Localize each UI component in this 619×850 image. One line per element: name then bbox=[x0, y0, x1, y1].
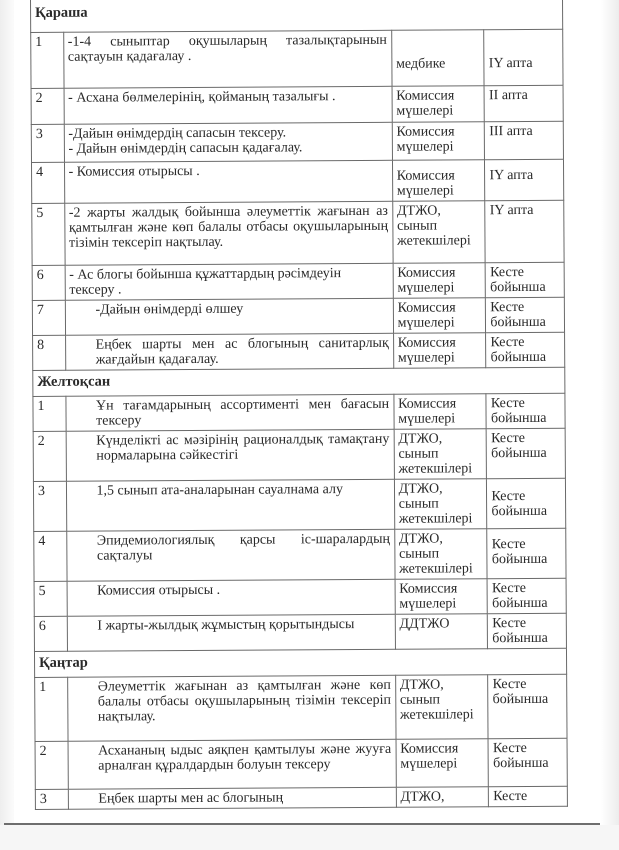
row-number: 6 bbox=[34, 616, 67, 651]
deadline-cell: Кесте бойынша bbox=[486, 393, 565, 428]
deadline-cell: II апта bbox=[484, 85, 563, 121]
row-number: 3 bbox=[33, 481, 66, 531]
table-row bbox=[35, 786, 567, 809]
scan-shadow-right bbox=[601, 0, 619, 825]
responsible-cell: ДТЖО, сынып жетекшілері bbox=[395, 675, 488, 740]
deadline-cell: Кесте бойынша bbox=[487, 578, 566, 613]
scan-background bbox=[0, 825, 619, 850]
responsible-cell: ДДТЖО bbox=[395, 614, 488, 650]
deadline-cell: Кесте бойынша bbox=[486, 332, 565, 367]
task-cell: Еңбек шарты мен ас блогының санитарлық жағдайын қадағалау. bbox=[65, 333, 393, 370]
deadline-cell: Кесте бойынша bbox=[485, 262, 564, 297]
scan-shadow-left bbox=[0, 0, 14, 825]
section-title: Қаңтар bbox=[34, 648, 566, 677]
table-row bbox=[34, 613, 566, 651]
table-row bbox=[34, 578, 566, 616]
task-cell: -Дайын өнімдерді өлшеу bbox=[65, 298, 393, 335]
plan-table bbox=[30, 0, 568, 810]
task-cell: Эпидемиологиялық қарсы іс-шаралардың сақталуы bbox=[66, 529, 394, 581]
task-cell: Комиссия отырысы . bbox=[67, 579, 395, 616]
table-row bbox=[35, 738, 567, 789]
deadline-cell: IY апта bbox=[484, 29, 563, 85]
task-line: - Дайын өнімдердің сапасын қадағалау. bbox=[68, 140, 303, 157]
row-number: 4 bbox=[31, 162, 64, 203]
row-number: 1 bbox=[33, 396, 66, 431]
section-title: Қараша bbox=[30, 0, 562, 32]
table-row bbox=[33, 332, 565, 370]
responsible-cell: Комиссия мүшелері bbox=[392, 160, 485, 202]
section-header-row bbox=[34, 648, 566, 677]
deadline-cell: III апта bbox=[485, 121, 564, 159]
row-number: 2 bbox=[31, 88, 64, 124]
row-number: 5 bbox=[32, 203, 65, 265]
row-number: 1 bbox=[35, 677, 68, 741]
responsible-cell: Комиссия мүшелері bbox=[396, 739, 489, 788]
table-row bbox=[34, 528, 566, 581]
deadline-cell: Кесте бойынша bbox=[487, 428, 566, 478]
row-number: 1 bbox=[31, 32, 64, 88]
row-number: 3 bbox=[31, 124, 64, 162]
task-cell: І жарты-жылдық жұмыстың қорытындысы bbox=[67, 614, 395, 651]
task-cell: Ұн тағамдарының ассортименті мен бағасын тексеру bbox=[65, 394, 393, 431]
section-title: Желтоқсан bbox=[33, 367, 565, 396]
deadline-cell: Кесте бойынша bbox=[487, 478, 566, 528]
responsible-cell: ДТЖО, сынып жетекшілері bbox=[394, 479, 487, 530]
task-cell: - Асхана бөлмелерінің, қойманың тазалығы . bbox=[64, 86, 392, 124]
table-row bbox=[35, 674, 567, 741]
document-page bbox=[30, 0, 568, 810]
task-cell: -1-4 сыныптар оқушыларың тазалықтарынын сақтауын қадағалау . bbox=[63, 30, 391, 88]
table-row bbox=[32, 297, 564, 335]
table-row bbox=[33, 478, 565, 531]
responsible-cell: Комиссия мүшелері bbox=[393, 333, 486, 369]
task-cell: Әлеуметтік жағынан аз қамтылған және көп балалы отбасы оқушыларының тізімін тексеріп нақтылау. bbox=[67, 675, 396, 741]
deadline-cell: Кесте бойынша bbox=[488, 738, 567, 786]
row-number: 3 bbox=[35, 789, 68, 809]
responsible-cell: Комиссия мүшелері bbox=[395, 579, 488, 615]
table-row bbox=[32, 200, 564, 265]
table-row bbox=[31, 121, 563, 162]
task-cell: - Ас блогы бойынша құжаттардың рәсімдеуін тексеру . bbox=[65, 263, 393, 300]
task-cell: Күнделікті ас мәзірінің рационалдық тамақтану нормаларына сәйкестігі bbox=[66, 429, 394, 481]
task-cell bbox=[64, 122, 392, 162]
task-cell: Асхананың ыдыс аяқпен қамтылуы және жууға арналған құралдардын болуын тексеру bbox=[68, 739, 396, 789]
responsible-cell: Комиссия мүшелері bbox=[394, 394, 487, 430]
responsible-cell: Комиссия мүшелері bbox=[392, 122, 485, 161]
row-number: 5 bbox=[34, 581, 67, 616]
section-header-row bbox=[30, 0, 562, 32]
responsible-cell: ДТЖО, сынып жетекшілері bbox=[392, 201, 485, 264]
deadline-cell: Кесте bbox=[489, 786, 568, 806]
table-row bbox=[31, 85, 563, 124]
responsible-cell: ДТЖО, bbox=[396, 787, 489, 808]
task-cell: -2 жарты жалдық бойынша әлеуметтік жағынан аз қамтылған және көп балалы отбасы оқушыларының тізімін тексеріп нақтылау. bbox=[64, 201, 392, 265]
responsible-cell: ДТЖО, сынып жетекшілері bbox=[394, 429, 487, 480]
section-header-row bbox=[33, 367, 565, 396]
task-line: -Дайын өнімдердің сапасын тексеру. bbox=[68, 125, 287, 142]
table-row bbox=[33, 393, 565, 431]
table-row bbox=[32, 262, 564, 300]
row-number: 2 bbox=[33, 431, 66, 481]
table-row bbox=[31, 29, 563, 88]
row-number: 7 bbox=[32, 300, 65, 335]
task-cell: - Комиссия отырысы . bbox=[64, 160, 392, 203]
deadline-cell: Кесте бойынша bbox=[488, 674, 567, 738]
deadline-cell: Кесте бойынша bbox=[488, 613, 567, 648]
row-number: 2 bbox=[35, 741, 68, 789]
responsible-cell: ДТЖО, сынып жетекшілері bbox=[394, 529, 487, 580]
deadline-cell: Кесте бойынша bbox=[487, 528, 566, 578]
row-number: 6 bbox=[32, 265, 65, 300]
row-number: 8 bbox=[33, 335, 66, 370]
deadline-cell: IY апта bbox=[485, 159, 564, 200]
task-cell: 1,5 сынып ата-аналарынан сауалнама алу bbox=[66, 479, 394, 531]
responsible-cell: Комиссия мүшелері bbox=[393, 263, 486, 299]
responsible-cell: медбике bbox=[391, 30, 484, 87]
responsible-cell: Комиссия мүшелері bbox=[393, 298, 486, 334]
row-number: 4 bbox=[34, 531, 67, 581]
task-cell: Еңбек шарты мен ас блогының bbox=[68, 787, 396, 809]
table-row bbox=[31, 159, 563, 203]
table-row bbox=[33, 428, 565, 481]
deadline-cell: IY апта bbox=[485, 200, 564, 262]
deadline-cell: Кесте бойынша bbox=[486, 297, 565, 332]
responsible-cell: Комиссия мүшелері bbox=[392, 86, 485, 123]
